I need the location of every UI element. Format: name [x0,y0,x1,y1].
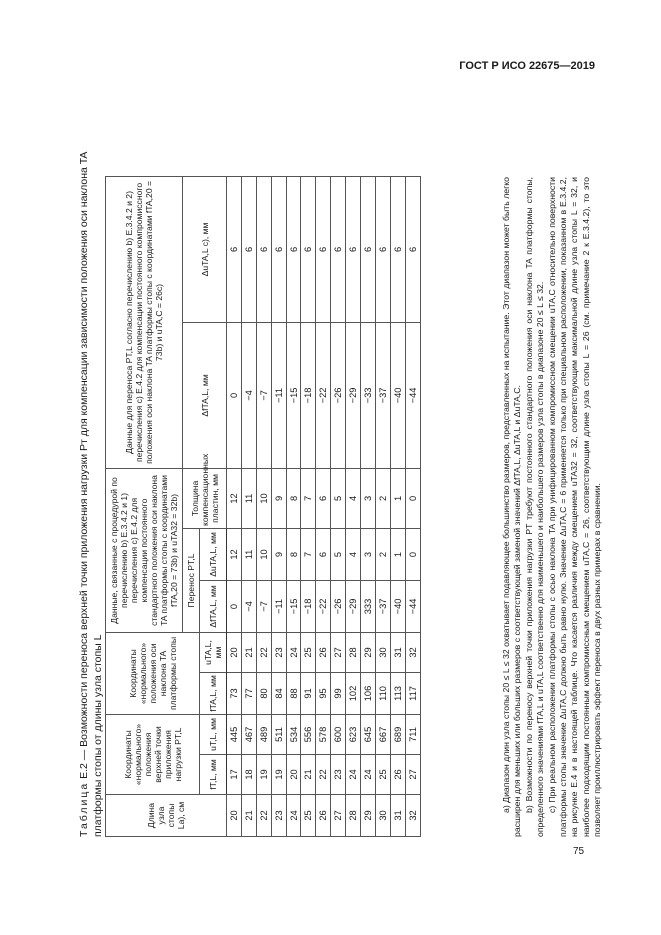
caption-text: Е.2 — Возможности переноса верхней точки приложения нагрузки Pт для компенсации зависимости положения оси наклона TA платформы стопы от длины узла стопы L [78,152,104,837]
rotated-content [77,117,603,847]
table-row [390,176,405,836]
table-cell: 5 [331,468,346,528]
header-data-transfer: Данные для переноса PT,L согласно перечислению b) Е.3.4.2 и 2) перечисления c) Е.4.2 для компенсации постоянного компромиссного положения оси наклона TA платформы стопы с координатами fTA,20 = 73b) и uTA,C = 26c) [106,176,183,468]
table-cell: 77 [241,672,256,714]
table-cell: 12 [227,528,242,580]
header-data-procedure: Данные, связанные с процедурой по перечислению b) Е.3.4.2 и 1) перечисления c) Е.4.2 для компенсации постоянного стандартного положения оси наклона TA платформы стопы с координатами fTA,20 = 73b) и uTA32 = 32b) [106,468,183,632]
table-cell: 5 [331,528,346,580]
table-cell: 99 [331,672,346,714]
table-cell: 24 [286,632,301,672]
table-cell: −29 [346,580,361,632]
table-cell: 6 [227,176,242,322]
table-cell: 3 [361,468,376,528]
table-cell: 25 [301,795,316,837]
table-cell: 489 [256,714,271,754]
table-cell: 6 [346,176,361,322]
table-cell: 10 [256,468,271,528]
table-cell: −4 [241,322,256,468]
table-row [271,176,286,836]
table-cell: 6 [331,176,346,322]
table-cell: 28 [346,795,361,837]
table-cell: −22 [316,580,331,632]
table-cell: 23 [271,632,286,672]
table-cell: −18 [301,580,316,632]
main-table [105,176,421,837]
table-cell: 117 [405,672,420,714]
table-cell: 12 [227,468,242,528]
table-cell: 19 [271,755,286,795]
table-cell: 3 [361,528,376,580]
table-cell: 26 [390,755,405,795]
table-cell: −7 [256,580,271,632]
table-cell: 445 [227,714,242,754]
table-cell: −33 [361,322,376,468]
table-row [346,176,361,836]
table-cell: 19 [256,755,271,795]
table-cell: 113 [390,672,405,714]
table-cell: 28 [346,632,361,672]
table-cell: 6 [316,528,331,580]
table-row [286,176,301,836]
table-cell: 6 [405,176,420,322]
table-cell: 11 [241,468,256,528]
header-uTL: uT,L, мм [200,714,227,754]
table-cell: 556 [301,714,316,754]
table-cell: 26 [316,632,331,672]
table-cell: 25 [301,632,316,672]
table-cell: −40 [390,322,405,468]
table-cell: −26 [331,322,346,468]
table-cell: −29 [346,322,361,468]
table-row [256,176,271,836]
table-cell: 1 [390,468,405,528]
header-load-coords: Координаты «нормального» положения верхней точки приложения нагрузки PT,L [106,714,200,794]
table-cell: 600 [331,714,346,754]
table-cell: 25 [375,755,390,795]
footnote-b: b) Возможности по переносу верхней точки приложения нагрузки PT требуют постоянного стандартного положения оси наклона TA платформы стопы, определенного значениями fTA,L и uTA,L соответственно для наименьшего и наибольшего размеров узла стопы в диапазоне 20 ≤ L ≤ 32. [523,177,546,837]
table-cell: 32 [405,632,420,672]
table-cell: 511 [271,714,286,754]
header-duTAL-c: ΔuTA,L, мм [200,528,227,580]
header-dfTAL-d: ΔfTA,L, мм [183,322,227,468]
table-cell: 6 [286,176,301,322]
table-cell: 4 [346,468,361,528]
table-row [301,176,316,836]
table-cell: 24 [286,795,301,837]
header-duTAL-d: ΔuTA,L с), мм [183,176,227,322]
table-row [331,176,346,836]
table-cell: 24 [361,755,376,795]
table-cell: 22 [256,632,271,672]
table-cell: 22 [316,755,331,795]
table-cell: −22 [316,322,331,468]
table-cell: 32 [405,795,420,837]
table-cell: 6 [375,176,390,322]
footnote-c: с) При реальном расположении платформы стопы с осью наклона TA при унифицированном компромиссном смещении uTA,C относительно поверхности платформы стопы значение ΔuTA,C должно быть равно нулю. Значение ΔuTA,C = 6 применяется только при специальном расположении, показанном в Е.3.4.2, на рисунке Е.4 и в настоящей таблице. Что касается различия между смещением uTA32 = 32, соответствующим максимальной длине узла стопы L = 32, и наиболее подходящим постоянным компромиссным смещением uTA,C = 26, соответствующим длине узла стопы L = 26 (см. примечание 2 к Е.3.4.2), то это позволяет проиллюстрировать эффект переноса в двух разных примерах в сравнении. [546,177,603,837]
table-cell: 2 [375,468,390,528]
table-row [241,176,256,836]
table-cell: 6 [361,176,376,322]
table-cell: 9 [271,468,286,528]
table-cell: −26 [331,580,346,632]
table-cell: 667 [375,714,390,754]
footnote-a: а) Диапазон длин узла стопы 20 ≤ L ≤ 32 охватывает подавляющее большинство размеров, представленных на испытание. Этот диапазон может быть легко расширен для меньших или больших размеров с соответствующей заменой значений ΔfTA,L, ΔuTA,L и ΔuTA,C. [501,177,523,837]
table-cell: 6 [390,176,405,322]
table-cell: 1 [390,528,405,580]
table-cell: −15 [286,322,301,468]
table-cell: 8 [286,528,301,580]
table-caption [77,127,105,837]
table-cell: 102 [346,672,361,714]
table-cell: 30 [375,795,390,837]
table-cell: 7 [301,528,316,580]
table-cell: 21 [301,755,316,795]
table-cell: −40 [390,580,405,632]
table-cell: 6 [301,176,316,322]
table-cell: 20 [227,795,242,837]
table-cell: 2 [375,528,390,580]
header-length: Длина узла стопы Lа), см [106,795,227,837]
table-cell: −44 [405,580,420,632]
table-row [405,176,420,836]
table-cell: 31 [390,795,405,837]
table-cell: 95 [316,672,331,714]
table-cell: 6 [316,468,331,528]
header-thickness: Толщина компенсационных пластин, мм [183,468,227,528]
table-cell: 0 [405,468,420,528]
table-cell: 11 [241,528,256,580]
table-cell: 73 [227,672,242,714]
table-cell: 23 [271,795,286,837]
header-axis-coords: Координаты «нормального» положения оси наклона TA платформы стопы [106,632,200,714]
table-cell: −11 [271,580,286,632]
table-cell: 27 [331,795,346,837]
table-cell: −44 [405,322,420,468]
table-cell: 23 [331,755,346,795]
table-cell: 645 [361,714,376,754]
table-cell: 711 [405,714,420,754]
table-cell: 22 [256,795,271,837]
table-cell: 0 [227,322,242,468]
page-number: 75 [573,846,585,857]
table-cell: 18 [241,755,256,795]
table-cell: 26 [316,795,331,837]
table-cell: 30 [375,632,390,672]
table-cell: 29 [361,795,376,837]
table-cell: 9 [271,528,286,580]
table-cell: 534 [286,714,301,754]
table-cell: 0 [227,580,242,632]
table-cell: 24 [346,755,361,795]
table-row [227,176,242,836]
header-fTL: fT,L, мм [200,755,227,795]
table-cell: 623 [346,714,361,754]
footnotes [501,177,604,837]
table-cell: 7 [301,468,316,528]
table-cell: 21 [241,795,256,837]
table-cell: 8 [286,468,301,528]
caption-prefix: Таблица [78,781,90,837]
table-cell: −15 [286,580,301,632]
table-cell: −18 [301,322,316,468]
table-cell: 10 [256,528,271,580]
table-cell: −7 [256,322,271,468]
table-cell: 467 [241,714,256,754]
table-cell: 17 [227,755,242,795]
table-cell: 6 [316,176,331,322]
table-cell: 84 [271,672,286,714]
table-cell: 21 [241,632,256,672]
table-cell: −37 [375,322,390,468]
table-row [375,176,390,836]
table-cell: 88 [286,672,301,714]
table-cell: 689 [390,714,405,754]
table-cell: 20 [227,632,242,672]
table-cell: 4 [346,528,361,580]
table-body [227,176,421,836]
table-cell: 80 [256,672,271,714]
table-cell: −4 [241,580,256,632]
header-dfTAL-c: ΔfTA,L, мм [200,580,227,632]
table-cell: 91 [301,672,316,714]
header-fTAL: fTA,L, мм [200,672,227,714]
table-cell: −11 [271,322,286,468]
standard-header: ГОСТ Р ИСО 22675—2019 [459,60,595,72]
table-cell: 6 [241,176,256,322]
table-cell: −37 [375,580,390,632]
table-cell: 0 [405,528,420,580]
table-cell: 106 [361,672,376,714]
header-transfer: Перенос PT,L [183,528,200,632]
table-cell: 6 [256,176,271,322]
table-cell: 20 [286,755,301,795]
table-cell: 6 [271,176,286,322]
table-row [361,176,376,836]
table-cell: 31 [390,632,405,672]
table-cell: 27 [405,755,420,795]
table-cell: 27 [331,632,346,672]
table-cell: 333 [361,580,376,632]
header-uTAL: uTA,L, мм [200,632,227,672]
table-row [316,176,331,836]
table-cell: 110 [375,672,390,714]
table-cell: 29 [361,632,376,672]
table-cell: 578 [316,714,331,754]
